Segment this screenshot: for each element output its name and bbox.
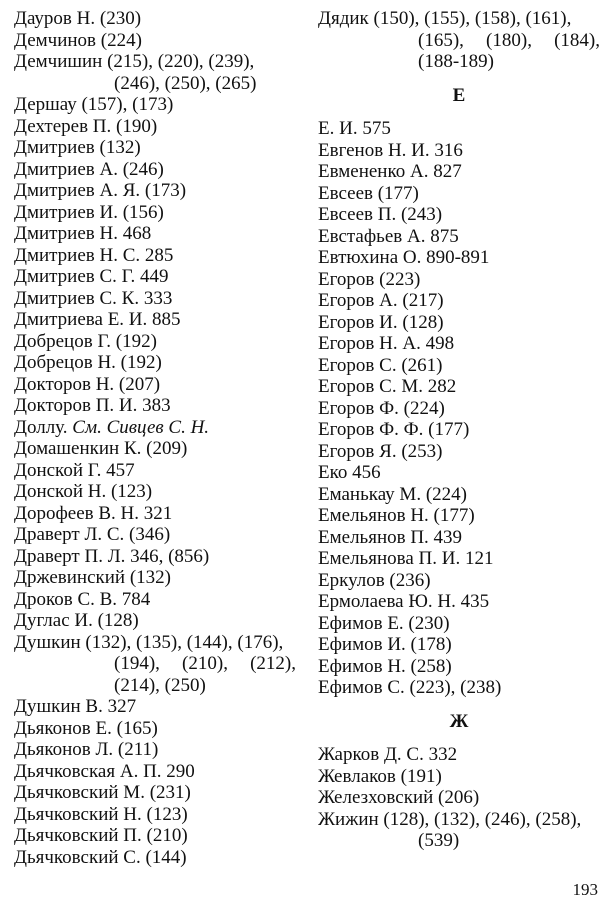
entry-name: Дьяконов Е. (165) <box>14 717 158 739</box>
index-entry-text <box>14 761 296 783</box>
entry-name: Дмитриев И. (156) <box>14 201 164 223</box>
index-entry-text <box>318 247 600 269</box>
entry-name: Железховский (206) <box>318 787 480 808</box>
entry-name: Дмитриев С. Г. 449 <box>14 266 169 287</box>
entry-name: Егоров Ф. Ф. (177) <box>318 419 470 440</box>
index-entry-text <box>14 804 296 826</box>
entry-name: Егоров Я. (253) <box>318 440 443 462</box>
entry-name: Е. И. 575 <box>318 118 391 139</box>
index-entry <box>14 761 296 783</box>
index-entry <box>318 744 600 766</box>
index-entry-text <box>14 223 296 245</box>
index-entry-continuation: (188-189) <box>418 51 494 72</box>
entry-name: Дядик (150), (155), (158), (161), <box>318 8 572 29</box>
index-entry-text <box>318 118 600 140</box>
entry-name: Емельянов П. 439 <box>318 526 463 548</box>
index-entry-continuation: (539) <box>418 830 460 851</box>
index-entry-text <box>14 718 296 740</box>
index-entry <box>318 484 600 506</box>
index-entry <box>14 159 296 181</box>
index-entry <box>14 8 296 30</box>
index-entry-text <box>318 484 600 506</box>
entry-name: Дьячковский П. (210) <box>14 825 188 846</box>
index-entry-text <box>318 376 600 398</box>
index-entry <box>318 140 600 162</box>
index-entry <box>14 546 296 568</box>
index-entry <box>318 766 600 788</box>
entry-name: Дорофеев В. Н. 321 <box>14 502 173 524</box>
index-entry <box>14 804 296 826</box>
index-entry <box>14 739 296 761</box>
index-entry <box>318 355 600 377</box>
entry-name: Жарков Д. С. 332 <box>318 744 458 765</box>
index-entry-text <box>14 460 296 482</box>
index-entry-text <box>318 766 600 788</box>
index-entry-text <box>14 546 296 568</box>
index-entry <box>318 527 600 549</box>
entry-name: Егоров С. М. 282 <box>318 376 457 397</box>
entry-name: Дехтерев П. (190) <box>14 115 158 137</box>
entry-name: Дроков С. В. 784 <box>14 588 151 610</box>
index-entry-text <box>14 567 296 589</box>
index-entry-text <box>318 333 600 355</box>
index-entry-continuation: (214), (250) <box>114 674 206 696</box>
index-entry <box>318 634 600 656</box>
index-entry-text <box>318 204 600 226</box>
entry-name: Дмитриева Е. И. 885 <box>14 309 181 330</box>
entry-name: Ефимов И. (178) <box>318 634 452 655</box>
index-entry-text <box>14 825 296 847</box>
index-entry-text <box>14 245 296 267</box>
index-entry-continuation: (165), (180), (184), <box>418 29 600 51</box>
index-entry <box>14 245 296 267</box>
entry-name: Дмитриев А. (246) <box>14 158 164 180</box>
index-entry <box>318 591 600 613</box>
index-entry <box>14 847 296 869</box>
entry-name: Ефимов С. (223), (238) <box>318 677 502 698</box>
entry-name: Докторов П. И. 383 <box>14 395 171 416</box>
entry-name: Дмитриев (132) <box>14 137 141 158</box>
index-entry-continuation: (246), (250), (265) <box>114 72 257 94</box>
index-entry <box>14 567 296 589</box>
index-entry-text <box>318 312 600 334</box>
index-entry <box>14 266 296 288</box>
index-group-d-continued <box>318 8 600 73</box>
entry-name: Евмененко А. 827 <box>318 161 462 182</box>
index-entry-text <box>14 309 296 331</box>
index-entry-text <box>318 462 600 484</box>
index-entry <box>318 226 600 248</box>
entry-name: Дмитриев Н. С. 285 <box>14 244 174 266</box>
index-entry <box>318 570 600 592</box>
entry-name: Демчинов (224) <box>14 29 142 51</box>
index-entry-text <box>318 613 600 635</box>
index-entry <box>318 333 600 355</box>
entry-name: Жижин (128), (132), (246), (258), <box>318 808 582 830</box>
index-entry-text <box>14 180 296 202</box>
index-entry <box>14 524 296 546</box>
index-entry <box>318 441 600 463</box>
entry-name: Дьячковский М. (231) <box>14 782 191 803</box>
entry-name: Дмитриев С. К. 333 <box>14 287 173 309</box>
entry-name: Донской Н. (123) <box>14 481 153 502</box>
index-entry-text <box>318 570 600 592</box>
index-entry-text <box>318 441 600 463</box>
index-entry <box>318 398 600 420</box>
index-entry <box>14 374 296 396</box>
index-entry-text <box>14 8 296 30</box>
index-entry <box>318 656 600 678</box>
entry-name: Драверт П. Л. 346, (856) <box>14 545 210 567</box>
index-entry-text <box>14 696 296 718</box>
entry-name: Демчишин (215), (220), (239), <box>14 51 255 72</box>
entry-name: Еко 456 <box>318 462 381 483</box>
index-entry-text <box>318 656 600 678</box>
index-entry <box>14 309 296 331</box>
entry-name: Евгенов Н. И. 316 <box>318 139 463 161</box>
index-entry <box>14 352 296 374</box>
index-entry-text <box>14 266 296 288</box>
entry-name: Ермолаева Ю. Н. 435 <box>318 591 490 612</box>
index-entry-text <box>14 30 296 52</box>
index-entry-text <box>318 419 600 441</box>
index-entry-text <box>318 290 600 312</box>
index-entry <box>318 269 600 291</box>
entry-name: Евстафьев А. 875 <box>318 225 459 247</box>
index-entry-text <box>14 137 296 159</box>
entry-name: Егоров Н. А. 498 <box>318 333 455 354</box>
index-entry-text <box>14 116 296 138</box>
index-group-e <box>318 118 600 699</box>
index-entry-continuation: (194), (210), (212), <box>114 653 296 674</box>
index-entry-text <box>14 331 296 353</box>
index-entry <box>318 161 600 183</box>
index-entry <box>318 204 600 226</box>
index-entry <box>14 718 296 740</box>
index-entry-text <box>318 677 600 699</box>
index-entry <box>318 290 600 312</box>
index-entry <box>14 288 296 310</box>
entry-name: Евтюхина О. 890-891 <box>318 247 490 268</box>
entry-name: Дмитриев А. Я. (173) <box>14 180 187 201</box>
index-entry-text <box>318 527 600 549</box>
index-entry <box>14 825 296 847</box>
index-entry-text <box>14 395 296 417</box>
index-entry-text <box>14 438 296 460</box>
index-entry-text <box>14 847 296 869</box>
index-entry <box>318 462 600 484</box>
index-entry <box>318 376 600 398</box>
entry-name: Егоров С. (261) <box>318 354 443 376</box>
index-entry-text <box>318 140 600 162</box>
cross-reference: См. Сивцев С. Н. <box>72 416 210 438</box>
index-entry-text <box>14 374 296 396</box>
index-entry <box>318 118 600 140</box>
entry-name: Добрецов Н. (192) <box>14 352 162 373</box>
index-entry <box>14 331 296 353</box>
index-entry-text <box>318 787 600 809</box>
index-entry <box>14 417 296 439</box>
index-entry-text <box>14 481 296 503</box>
index-entry-text <box>14 610 296 632</box>
index-entry-text <box>14 524 296 546</box>
index-entry <box>14 180 296 202</box>
index-entry-text <box>14 739 296 761</box>
index-column-left <box>14 8 296 868</box>
index-entry-text <box>318 744 600 766</box>
index-entry-text <box>14 417 296 439</box>
entry-name: Дауров Н. (230) <box>14 8 142 29</box>
index-entry <box>14 782 296 804</box>
index-entry <box>318 505 600 527</box>
index-entry <box>14 94 296 116</box>
index-entry <box>14 503 296 525</box>
index-entry-text <box>14 51 296 73</box>
entry-name: Егоров Ф. (224) <box>318 397 445 419</box>
entry-name: Евсеев П. (243) <box>318 204 443 225</box>
entry-name: Дмитриев Н. 468 <box>14 223 152 244</box>
index-entry <box>318 183 600 205</box>
entry-name: Држевинский (132) <box>14 567 171 588</box>
index-entry <box>14 589 296 611</box>
entry-name: Донской Г. 457 <box>14 459 135 481</box>
index-entry-text <box>318 398 600 420</box>
entry-name: Дьяконов Л. (211) <box>14 739 159 760</box>
index-entry-text <box>318 634 600 656</box>
entry-name: Еманькау М. (224) <box>318 483 467 505</box>
index-entry-text <box>318 183 600 205</box>
entry-name: Добрецов Г. (192) <box>14 330 157 352</box>
index-entry-text <box>14 782 296 804</box>
entry-name: Ефимов Е. (230) <box>318 612 450 634</box>
index-entry <box>318 613 600 635</box>
index-entry-text <box>318 591 600 613</box>
index-entry-text <box>14 589 296 611</box>
index-entry-text <box>318 269 600 291</box>
index-group-zh <box>318 744 600 852</box>
index-entry <box>318 419 600 441</box>
index-entry <box>318 312 600 334</box>
section-heading-zh: Ж <box>449 710 469 732</box>
index-entry <box>14 51 296 94</box>
index-entry-text <box>318 8 600 30</box>
entry-name: Дершау (157), (173) <box>14 94 174 115</box>
index-entry <box>318 677 600 699</box>
index-entry <box>14 481 296 503</box>
entry-name: Дьячковский С. (144) <box>14 846 187 868</box>
index-entry <box>14 395 296 417</box>
index-entry <box>318 787 600 809</box>
entry-name: Домашенкин К. (209) <box>14 438 188 459</box>
entry-name: Доллу. <box>14 416 68 438</box>
index-entry-text <box>318 505 600 527</box>
page-number: 193 <box>572 880 598 899</box>
index-entry-text <box>318 161 600 183</box>
index-entry-text <box>14 159 296 181</box>
section-heading-e: Е <box>452 84 466 106</box>
entry-name: Жевлаков (191) <box>318 765 442 787</box>
entry-name: Дьячковская А. П. 290 <box>14 760 195 782</box>
entry-name: Докторов Н. (207) <box>14 373 161 395</box>
index-entry <box>14 137 296 159</box>
entry-name: Еркулов (236) <box>318 569 431 591</box>
index-entry <box>318 247 600 269</box>
index-entry-text <box>318 548 600 570</box>
index-entry <box>14 30 296 52</box>
index-entry <box>318 809 600 852</box>
index-entry <box>14 460 296 482</box>
entry-name: Душкин (132), (135), (144), (176), <box>14 631 284 653</box>
entry-name: Егоров (223) <box>318 268 421 290</box>
index-entry <box>14 632 296 697</box>
index-entry-text <box>14 352 296 374</box>
entry-name: Егоров А. (217) <box>318 290 444 311</box>
entry-name: Драверт Л. С. (346) <box>14 524 171 545</box>
entry-name: Ефимов Н. (258) <box>318 655 452 677</box>
index-entry <box>14 202 296 224</box>
index-entry-text <box>14 632 296 654</box>
index-entry-text <box>318 226 600 248</box>
index-entry <box>318 548 600 570</box>
index-entry <box>14 223 296 245</box>
entry-name: Емельянова П. И. 121 <box>318 548 494 569</box>
entry-name: Евсеев (177) <box>318 182 419 204</box>
index-entry-text <box>14 288 296 310</box>
index-entry <box>14 116 296 138</box>
index-entry-text <box>14 503 296 525</box>
index-entry-text <box>318 355 600 377</box>
index-entry <box>318 8 600 73</box>
entry-name: Емельянов Н. (177) <box>318 505 475 526</box>
entry-name: Дуглас И. (128) <box>14 610 139 631</box>
index-entry <box>14 696 296 718</box>
entry-name: Дьячковский Н. (123) <box>14 803 188 825</box>
index-column-right <box>318 8 600 852</box>
index-entry-text <box>14 202 296 224</box>
index-entry <box>14 438 296 460</box>
entry-name: Егоров И. (128) <box>318 311 444 333</box>
index-entry-text <box>14 94 296 116</box>
index-entry <box>14 610 296 632</box>
index-entry-text <box>318 809 600 831</box>
entry-name: Душкин В. 327 <box>14 696 137 717</box>
